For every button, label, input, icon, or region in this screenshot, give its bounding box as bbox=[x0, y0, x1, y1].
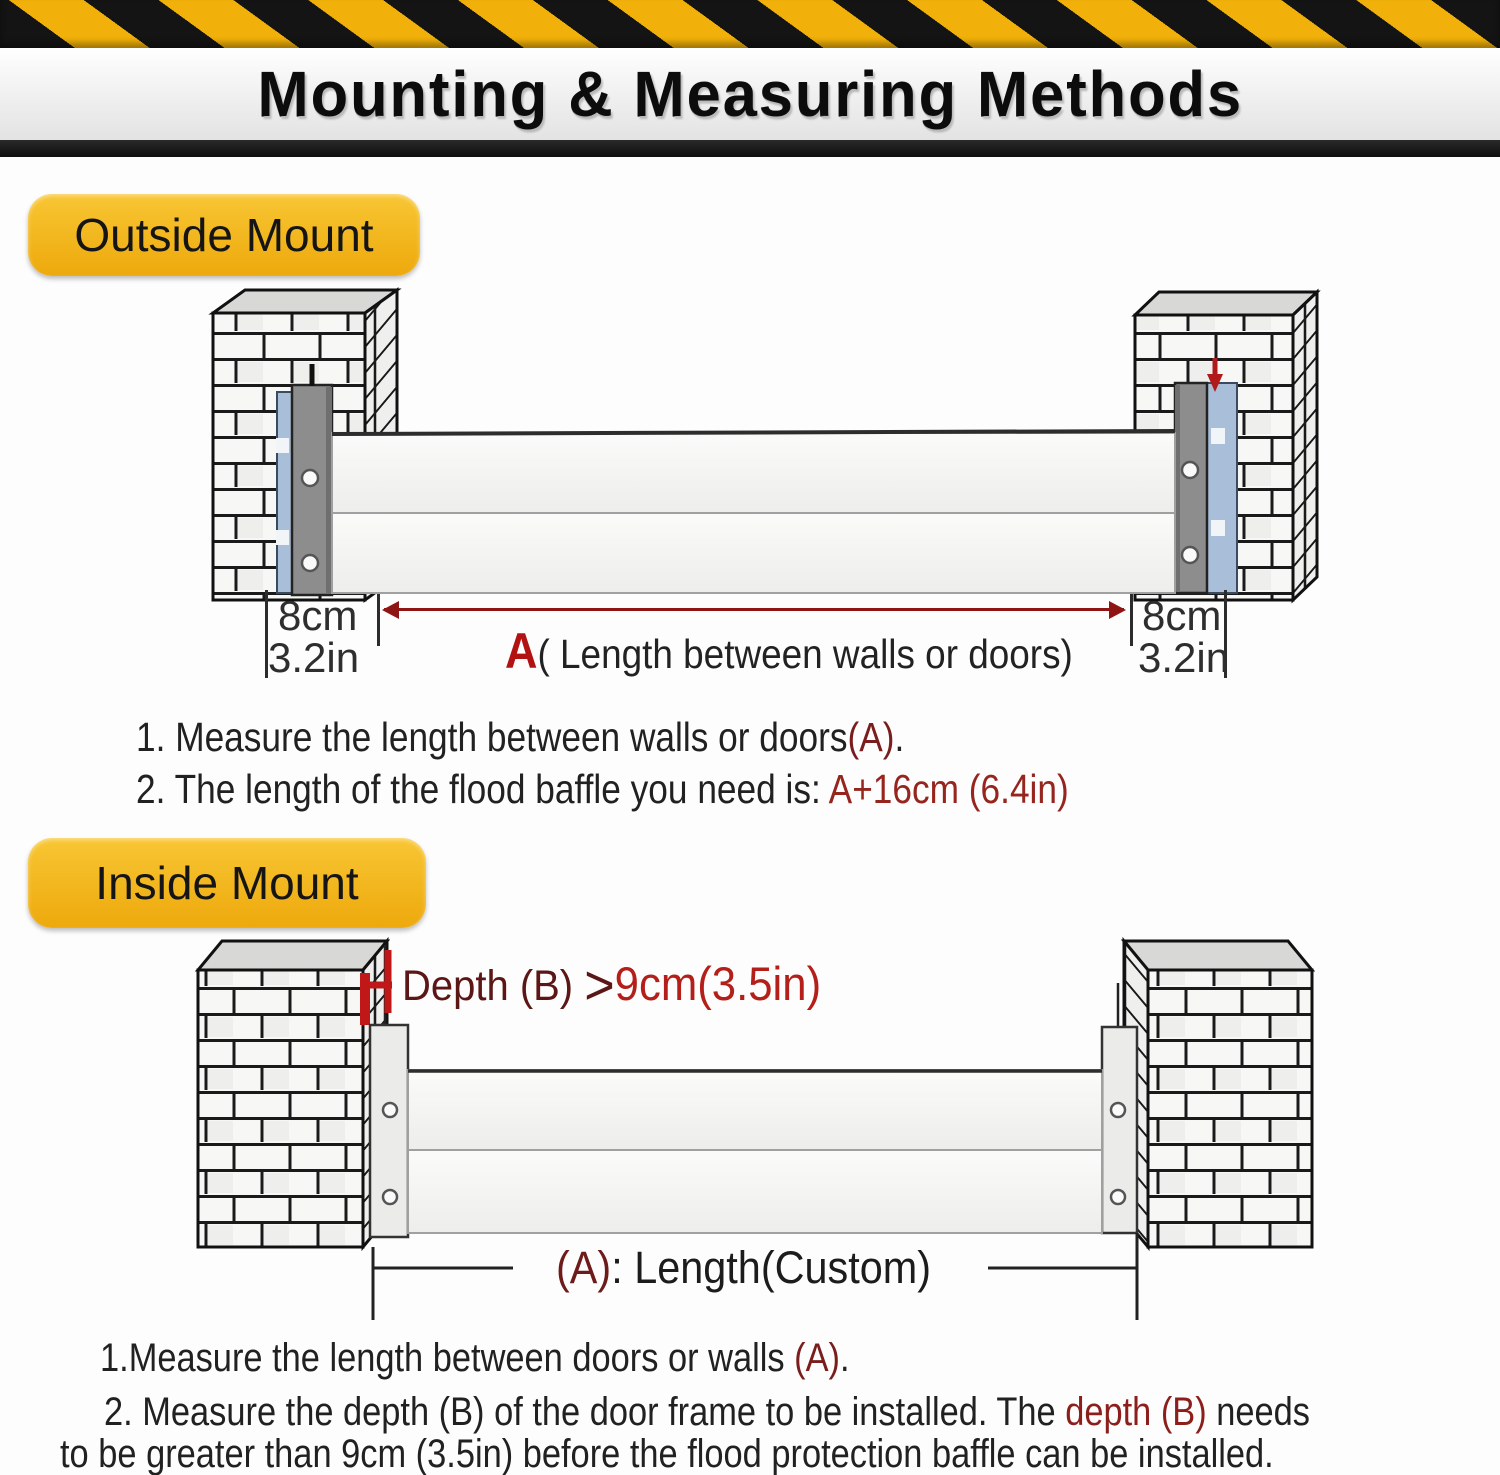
outside-step-1 bbox=[136, 714, 904, 761]
screw-hole bbox=[1111, 1103, 1125, 1117]
inside-right-brick-pillar bbox=[1118, 941, 1312, 1247]
outside-mount-badge-label: Outside Mount bbox=[74, 209, 374, 261]
page-title: Mounting & Measuring Methods bbox=[257, 58, 1243, 130]
barrier-panel-bottom bbox=[408, 1150, 1102, 1233]
length-a-letter: A bbox=[505, 623, 538, 679]
screw-hole bbox=[1182, 462, 1198, 478]
length-dimension-arrow bbox=[384, 608, 1124, 611]
length-a-text: ( Length between walls or doors) bbox=[537, 631, 1073, 677]
gasket-highlight bbox=[276, 438, 289, 453]
screw-hole bbox=[383, 1190, 397, 1204]
outside-step2-text: 2. The length of the flood baffle you need is: bbox=[136, 766, 829, 812]
barrier-panel-top bbox=[408, 1070, 1102, 1150]
outside-step1-period: . bbox=[894, 714, 905, 760]
outside-step2-value: A+16cm (6.4in) bbox=[828, 766, 1069, 812]
length-a-caption bbox=[505, 622, 1073, 680]
dim-right-in: 3.2in bbox=[1138, 634, 1230, 681]
gasket-highlight bbox=[1211, 520, 1225, 536]
pillar-top-cap bbox=[1135, 292, 1317, 315]
inside-step1-period: . bbox=[840, 1336, 850, 1380]
inside-step2-text: 2. Measure the depth (B) of the door frame to be installed. The bbox=[104, 1390, 1066, 1434]
gasket-strip bbox=[277, 392, 292, 593]
inside-mount-badge-label: Inside Mount bbox=[95, 857, 359, 909]
pillar-front-face bbox=[1148, 970, 1312, 1247]
outside-mount-diagram bbox=[180, 280, 1340, 620]
pillar-side-face bbox=[1293, 292, 1317, 600]
dim-left-cm: 8cm bbox=[278, 592, 358, 639]
inside-step-2 bbox=[104, 1390, 1310, 1435]
pillar-top-cap bbox=[198, 941, 387, 970]
barrier-panel-bottom bbox=[332, 513, 1175, 593]
outside-step-2 bbox=[136, 766, 1069, 813]
hazard-stripe-band bbox=[0, 0, 1500, 48]
inside-step1-text: 1.Measure the length between doors or walls bbox=[100, 1336, 795, 1380]
inside-step1-a: (A) bbox=[794, 1336, 841, 1380]
inside-step-2-continued bbox=[60, 1432, 1274, 1475]
dimension-tick bbox=[377, 594, 380, 646]
screw-hole bbox=[1111, 1190, 1125, 1204]
dimension-tick bbox=[1130, 594, 1133, 646]
depth-label-text: Depth (B) bbox=[402, 962, 585, 1010]
inside-step2-needs: needs bbox=[1206, 1390, 1311, 1434]
outside-step1-text: 1. Measure the length between walls or doors bbox=[136, 714, 848, 760]
gasket-highlight bbox=[276, 530, 289, 545]
gasket-highlight bbox=[1211, 428, 1225, 444]
inside-step-1 bbox=[100, 1336, 850, 1381]
pillar-top-cap bbox=[1124, 941, 1312, 970]
dim-left-in: 3.2in bbox=[268, 634, 360, 681]
custom-length-label bbox=[556, 1242, 931, 1294]
flood-barrier bbox=[408, 1070, 1102, 1233]
inside-mount-badge bbox=[28, 838, 426, 928]
screw-hole bbox=[302, 555, 318, 571]
title-divider-bar bbox=[0, 140, 1500, 157]
custom-length-a: (A) bbox=[556, 1242, 612, 1293]
screw-hole bbox=[1182, 547, 1198, 563]
outside-mount-badge bbox=[28, 194, 420, 276]
dim-right-cm: 8cm bbox=[1142, 592, 1222, 639]
outside-step1-a: (A) bbox=[847, 714, 895, 760]
screw-hole bbox=[383, 1103, 397, 1117]
flood-barrier bbox=[332, 431, 1175, 593]
inside-step2-depth: depth (B) bbox=[1065, 1390, 1207, 1434]
screw-hole bbox=[302, 470, 318, 486]
gasket-strip bbox=[1207, 383, 1237, 593]
depth-value: 9cm(3.5in) bbox=[614, 957, 822, 1010]
custom-length-text: : Length(Custom) bbox=[611, 1242, 932, 1293]
greater-than-sign: > bbox=[584, 953, 615, 1016]
pillar-front-face bbox=[198, 970, 363, 1247]
title-band bbox=[0, 48, 1500, 140]
inside-left-brick-pillar bbox=[198, 941, 387, 1247]
barrier-panel-top bbox=[332, 433, 1175, 513]
inside-left-bracket bbox=[370, 1025, 408, 1237]
inside-step3-text: to be greater than 9cm (3.5in) before the flood protection baffle can be installed. bbox=[60, 1432, 1274, 1475]
